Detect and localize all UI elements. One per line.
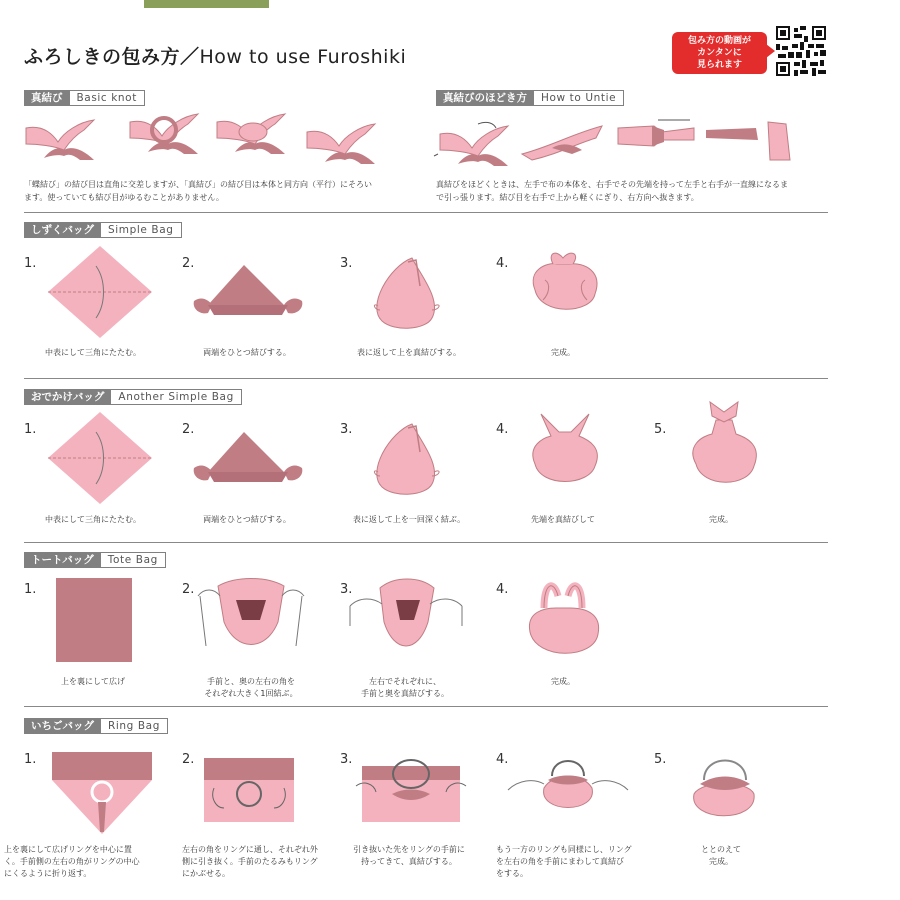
- step-illustration: [686, 398, 762, 490]
- step-illustration: [527, 414, 603, 490]
- step-number: 4.: [496, 582, 509, 597]
- step-number: 1.: [24, 256, 37, 271]
- step-caption: 両端をひとつ結びする。: [203, 515, 291, 524]
- knot-illustration-4: [305, 122, 380, 164]
- divider: [24, 706, 828, 707]
- divider: [24, 542, 828, 543]
- knot-description: 「蝶結び」の結び目は直角に交差しますが、「真結び」の結び目は本体と同方向（平行）にそろい ます。使っていても結び目がゆるむことがありません。: [24, 180, 372, 202]
- step-caption: ととのえて 完成。: [701, 845, 741, 866]
- step-number: 5.: [654, 422, 667, 437]
- page-title: ふろしきの包み方／How to use Furoshiki: [24, 46, 407, 68]
- step-illustration: [192, 265, 304, 321]
- step-number: 3.: [340, 256, 353, 271]
- step-caption: 完成。: [551, 677, 575, 686]
- step-number: 4.: [496, 752, 509, 767]
- step-illustration: [192, 432, 304, 488]
- step-caption: 完成。: [709, 515, 733, 524]
- untie-description: 真結びをほどくときは、左手で布の本体を、右手でその先端を持って左手と右手が一直線になるま で引っ張ります。結び目を右手で上から軽くにぎり、右方向へ抜きます。: [436, 180, 788, 202]
- video-badge[interactable]: 包み方の動画が カンタンに 見られます: [672, 32, 767, 74]
- step-number: 4.: [496, 422, 509, 437]
- top-accent-bar: [144, 0, 269, 8]
- step-caption: 表に返して上を真結びする。: [357, 348, 461, 357]
- step-caption: 中表にして三角にたたむ。: [45, 348, 141, 357]
- knot-illustration-2: [128, 112, 203, 162]
- step-caption: 左右でそれぞれに、 手前と奥を真結びする。: [361, 677, 449, 698]
- untie-illustration-4: [706, 122, 796, 162]
- step-caption: 手前と、奥の左右の角を それぞれ大きく1回結ぶ。: [204, 677, 298, 698]
- untie-illustration-3: [618, 118, 698, 158]
- untie-illustration-2: [522, 120, 607, 160]
- step-number: 2.: [182, 752, 195, 767]
- step-number: 3.: [340, 422, 353, 437]
- step-illustration: [350, 576, 462, 656]
- untie-illustration-1: [438, 124, 513, 162]
- step-caption: 表に返して上を一回深く結ぶ。: [352, 515, 466, 524]
- step-illustration: [52, 752, 152, 834]
- section-heading-simple-bag: しずくバッグ Simple Bag: [24, 222, 182, 238]
- step-caption: 引き抜いた先をリングの手前に 持ってきて、真結びする。: [353, 845, 465, 866]
- section-heading-ring-bag: いちごバッグ Ring Bag: [24, 718, 168, 734]
- step-number: 2.: [182, 422, 195, 437]
- step-caption: 中表にして三角にたたむ。: [45, 515, 141, 524]
- step-illustration: [48, 246, 152, 338]
- step-illustration: [372, 422, 442, 492]
- knot-illustration-3: [215, 112, 290, 162]
- divider: [24, 378, 828, 379]
- step-illustration: [688, 754, 764, 832]
- step-illustration: [196, 576, 306, 656]
- qr-code[interactable]: [776, 26, 826, 76]
- section-heading-another-simple-bag: おでかけバッグ Another Simple Bag: [24, 389, 242, 405]
- step-illustration: [48, 412, 152, 504]
- step-number: 2.: [182, 256, 195, 271]
- step-number: 2.: [182, 582, 195, 597]
- step-caption: もう一方のリングも同様にし、リング を左右の角を手前にまわして真結び をする。: [496, 845, 632, 878]
- step-number: 4.: [496, 256, 509, 271]
- step-illustration: [508, 754, 628, 824]
- step-number: 5.: [654, 752, 667, 767]
- knot-illustration-1: [24, 118, 114, 163]
- step-caption: 上を裏にして広げ: [61, 677, 125, 686]
- step-illustration: [204, 758, 294, 822]
- step-number: 1.: [24, 752, 37, 767]
- untie-heading: 真結びのほどき方 How to Untie: [436, 90, 624, 106]
- step-caption: 完成。: [551, 348, 575, 357]
- step-number: 1.: [24, 582, 37, 597]
- step-illustration: [526, 578, 602, 664]
- step-caption: 先端を真結びして: [531, 515, 595, 524]
- step-number: 1.: [24, 422, 37, 437]
- section-heading-tote-bag: トートバッグ Tote Bag: [24, 552, 166, 568]
- step-number: 3.: [340, 582, 353, 597]
- step-caption: 左右の角をリングに通し、それぞれ外 側に引き抜く。手前のたるみもリング にかぶせる。: [182, 845, 318, 878]
- step-caption: 上を裏にして広げリングを中心に置 く。手前側の左右の角がリングの中心 にくるように折り返す。: [4, 845, 140, 878]
- step-caption: 両端をひとつ結びする。: [203, 348, 291, 357]
- step-illustration: [56, 578, 132, 662]
- step-illustration: [527, 250, 603, 322]
- step-number: 3.: [340, 752, 353, 767]
- knot-heading: 真結び Basic knot: [24, 90, 145, 106]
- step-illustration: [372, 256, 442, 326]
- step-illustration: [356, 758, 466, 822]
- divider: [24, 212, 828, 213]
